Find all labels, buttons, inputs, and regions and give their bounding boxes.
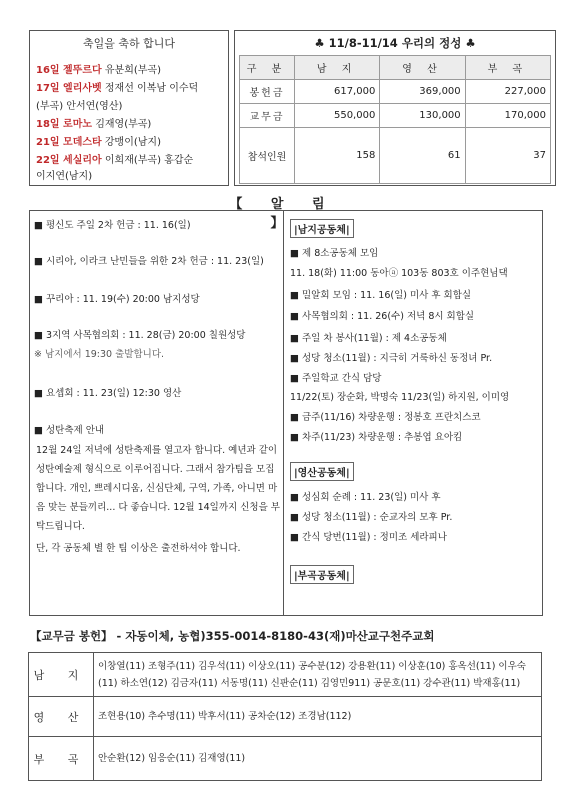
notice-item: ■ 간식 당번(11월) : 정미조 세라피나: [290, 532, 447, 543]
birthday-line: 21일 모데스타 강맹이(남지): [36, 137, 161, 148]
notice-item: ■ 시리아, 이라크 난민들을 위한 2차 헌금 : 11. 23(일): [34, 256, 264, 267]
notice-item: ■ 성심회 순례 : 11. 23(일) 미사 후: [290, 492, 441, 503]
notice-item: ■ 성당 청소(11월) : 순교자의 모후 Pr.: [290, 512, 453, 523]
offering-header: 영 산: [380, 56, 465, 80]
birthday-line: 이지연(남지): [36, 171, 93, 182]
contributors-row: [29, 737, 542, 781]
contributors-names: 안순환(12) 임응순(11) 김재영(11): [94, 737, 542, 781]
notice-item: ■ 금주(11/16) 차량운행 : 정봉호 프란치스코: [290, 412, 481, 423]
offering-cell: 37: [465, 128, 550, 184]
offering-cell: 170,000: [465, 104, 550, 128]
offering-cell: 617,000: [295, 80, 380, 104]
notice-item: ■ 평신도 주일 2차 헌금 : 11. 16(일): [34, 220, 191, 231]
offering-cell: 369,000: [380, 80, 465, 104]
offering-row-label: 교무금: [240, 104, 295, 128]
birthday-title: 축일을 축하 합니다: [82, 37, 175, 50]
offering-header: 부 곡: [465, 56, 550, 80]
offering-row-label: 참석인원: [240, 128, 295, 184]
notice-divider: [283, 211, 284, 615]
notice-item: ■ 밀알회 모임 : 11. 16(일) 미사 후 회합실: [290, 290, 472, 301]
contributors-names: 이창열(11) 조형주(11) 김우석(11) 이상오(11) 공수분(12) 강용환(11) 이상훈(10) 홍옥선(11) 이우숙(11) 하소연(12) 김금자(11) 서동명(11) 신판순(11) 김영민911) 공문호(11) 강수관(11) 박재홍(11): [94, 653, 542, 697]
offering-title: ♣ 11/8-11/14 우리의 정성 ♣: [314, 36, 476, 50]
offering-header: 남 지: [295, 56, 380, 80]
offering-header-row: [240, 56, 551, 80]
birthday-line: 18일 로마노 김재영(부곡): [36, 119, 152, 130]
birthday-line: 22일 세실리아 이희재(부곡) 홍갑순: [36, 155, 194, 166]
birthday-box: [29, 30, 229, 186]
contributors-region: 부 곡: [29, 737, 94, 781]
offering-cell: 158: [295, 128, 380, 184]
contributors-names: 조현용(10) 추수명(11) 박후서(11) 공차순(12) 조경남(112): [94, 697, 542, 737]
notice-paragraph: 12월 24일 저녁에 성탄축제를 열고자 합니다. 예년과 같이 성탄예술제 형식으로 이루어집니다. 그래서 참가팀을 모집합니다. 개인, 쁘레시디움, 신심단체, 구역, 가족, 아니면 마음 맞는 분들끼리... 다 좋습니다. 12월 14일까지 신청을 부탁드립니다.: [36, 445, 280, 532]
birthday-line: 16일 젤뚜르다 유분희(부곡): [36, 65, 161, 76]
notice-paragraph: 단, 각 공동체 별 한 팀 이상은 출전하셔야 합니다.: [36, 543, 241, 554]
notice-item: ■ 주일 차 봉사(11월) : 제 4소공동체: [290, 333, 447, 344]
notice-title: 【 알 림 】: [229, 197, 337, 231]
community-section-title: |영산공동체|: [290, 462, 354, 481]
notice-item: ■ 제 8소공동체 모임: [290, 248, 379, 259]
community-section-title: |남지공동체|: [290, 219, 354, 238]
notice-item: ■ 성당 청소(11월) : 지극히 거룩하신 동정녀 Pr.: [290, 353, 493, 364]
notice-item: ■ 꾸리아 : 11. 19(수) 20:00 남지성당: [34, 294, 200, 305]
notice-item-note: 11/22(토) 장순화, 박명숙 11/23(일) 하지원, 이미영: [290, 392, 510, 403]
offering-header: 구 분: [240, 56, 295, 80]
offering-box: [234, 30, 556, 186]
notice-item: ■ 요셉회 : 11. 23(일) 12:30 영산: [34, 388, 182, 399]
contributors-region: 영 산: [29, 697, 94, 737]
offering-row: [240, 80, 551, 104]
offering-table: [239, 55, 551, 184]
notice-item-note: 11. 18(화) 11:00 동아ⓐ 103동 803호 이주현님댁: [290, 268, 508, 279]
notice-item: ■ 차주(11/23) 차량운행 : 추봉엽 요아킴: [290, 432, 463, 443]
notice-item-note: ※ 남지에서 19:30 출발합니다.: [34, 349, 165, 360]
community-section-title: |부곡공동체|: [290, 565, 354, 584]
offering-cell: 550,000: [295, 104, 380, 128]
contributors-region: 남 지: [29, 653, 94, 697]
contributors-table: [28, 652, 542, 781]
notice-item: ■ 성탄축제 안내: [34, 425, 105, 436]
notice-box: [29, 210, 543, 616]
offering-cell: 61: [380, 128, 465, 184]
birthday-line: 17일 엘리사벳 정재선 이복남 이수덕: [36, 83, 199, 94]
notice-item: ■ 주일학교 간식 담당: [290, 373, 382, 384]
offering-row: [240, 104, 551, 128]
notice-item: ■ 사목협의회 : 11. 26(수) 저녁 8시 회합실: [290, 311, 475, 322]
notice-item: ■ 3지역 사목협의회 : 11. 28(금) 20:00 칠원성당: [34, 330, 246, 341]
offering-cell: 130,000: [380, 104, 465, 128]
contributors-row: [29, 697, 542, 737]
offering-row-label: 봉헌금: [240, 80, 295, 104]
bank-transfer-info: 【교무금 봉헌】 - 자동이체, 농협)355-0014-8180-43(재)마산교구천주교회: [30, 629, 435, 643]
birthday-line: (부곡) 안서연(영산): [36, 101, 123, 112]
offering-cell: 227,000: [465, 80, 550, 104]
contributors-row: [29, 653, 542, 697]
offering-row: [240, 128, 551, 184]
